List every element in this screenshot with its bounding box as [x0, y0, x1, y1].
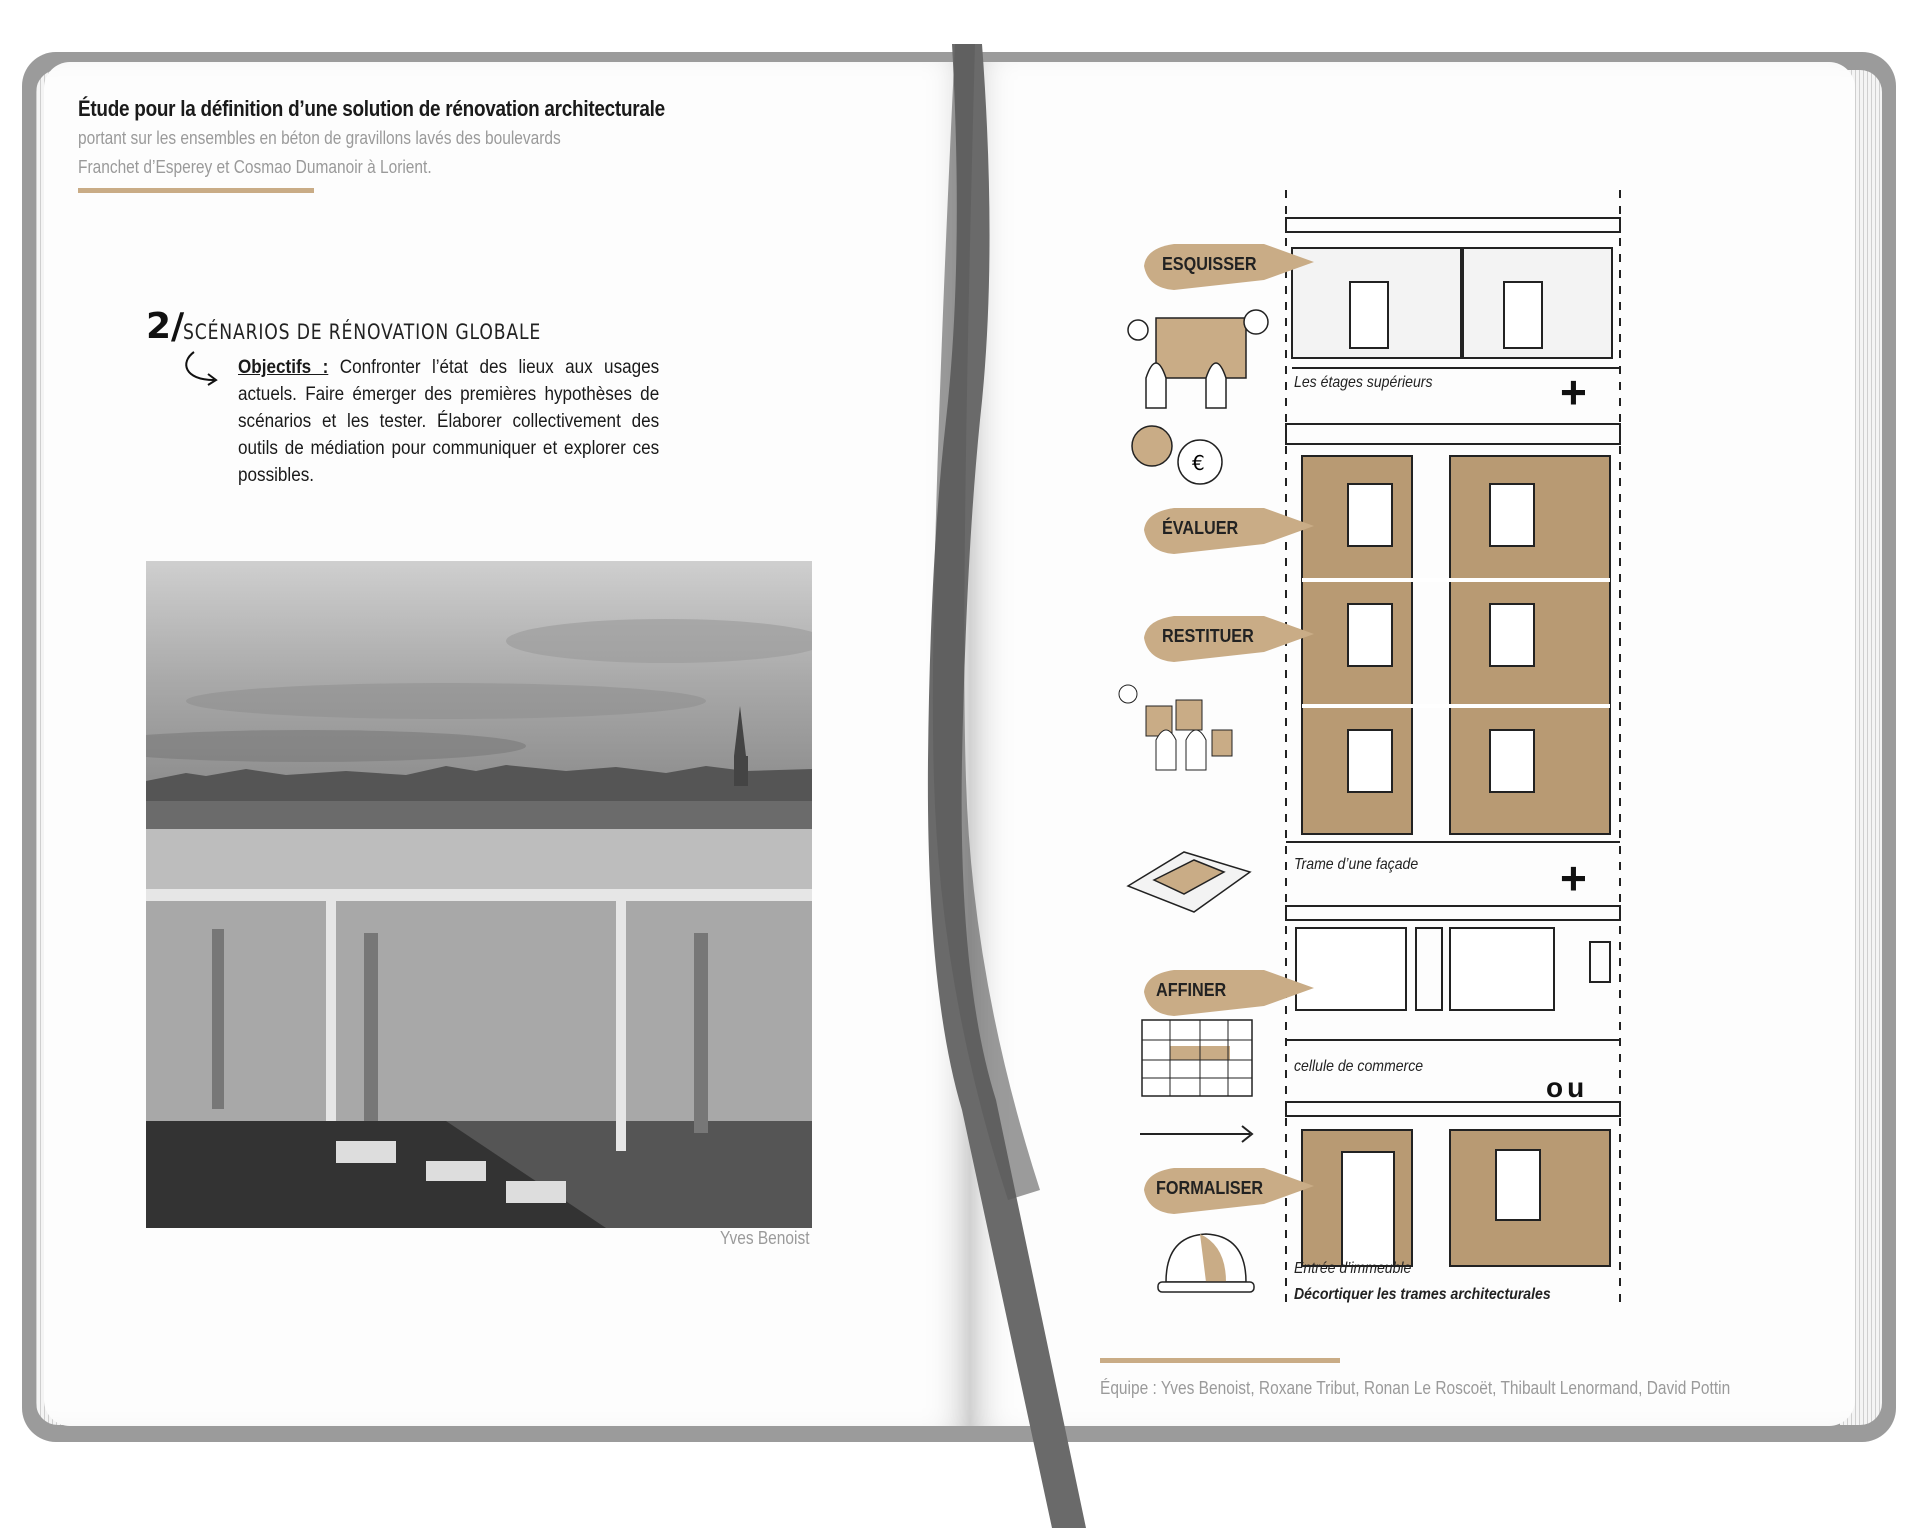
model-icon: [1124, 842, 1254, 922]
team-credits: Équipe : Yves Benoist, Roxane Tribut, Ronan Le Roscoët, Thibault Lenormand, David Pottin: [1100, 1378, 1731, 1398]
objectives-text: Confronter l’état des lieux aux usages actuels. Faire émerger des premières hypothèses de scénarios et les tester. Élaborer collectivement des outils de médiation pour communiquer et explorer ces possibles.: [238, 357, 660, 486]
document-subtitle-line2: Franchet d’Esperey et Cosmao Dumanoir à Lorient.: [78, 157, 432, 177]
step-evaluer: ÉVALUER: [1162, 518, 1239, 538]
step-restituer: RESTITUER: [1162, 626, 1254, 646]
document-title: Étude pour la définition d’une solution de rénovation architecturale: [78, 96, 665, 121]
building-photo: [146, 561, 812, 1228]
plus-sign-1: +: [1560, 366, 1587, 418]
objectives-label: Objectifs :: [238, 357, 329, 378]
workshop-people-icon: [1126, 308, 1276, 418]
label-shop-unit: cellule de commerce: [1294, 1058, 1424, 1075]
label-caption: Décortiquer les trames architecturales: [1294, 1286, 1551, 1303]
cost-bubbles-icon: [1128, 424, 1238, 488]
planning-table-icon: [1140, 1016, 1260, 1100]
label-upper-floors: Les étages supérieurs: [1294, 374, 1433, 391]
step-affiner: AFFINER: [1156, 980, 1227, 1000]
step-esquisser: ESQUISSER: [1162, 254, 1257, 274]
svg-text:€: €: [1192, 451, 1205, 475]
label-facade-grid: Trame d’une façade: [1294, 856, 1419, 873]
section-title: SCÉNARIOS DE RÉNOVATION GLOBALE: [183, 320, 542, 344]
team-underline: [1100, 1358, 1340, 1363]
hard-hat-icon: [1156, 1226, 1256, 1298]
presentation-icon: [1116, 680, 1246, 780]
curved-arrow-icon: [180, 348, 240, 388]
document-subtitle-line1: portant sur les ensembles en béton de gravillons lavés des boulevards: [78, 128, 561, 148]
plus-sign-2: +: [1560, 852, 1587, 904]
objectives-paragraph: [238, 354, 659, 489]
timeline-arrow-icon: [1138, 1118, 1258, 1148]
step-formaliser: FORMALISER: [1156, 1178, 1264, 1198]
title-underline: [78, 188, 314, 193]
or-label: ou: [1546, 1072, 1589, 1103]
section-number: 2/: [146, 306, 185, 347]
label-entrance: Entrée d’immeuble: [1294, 1260, 1412, 1277]
photo-credit: Yves Benoist: [720, 1228, 810, 1248]
